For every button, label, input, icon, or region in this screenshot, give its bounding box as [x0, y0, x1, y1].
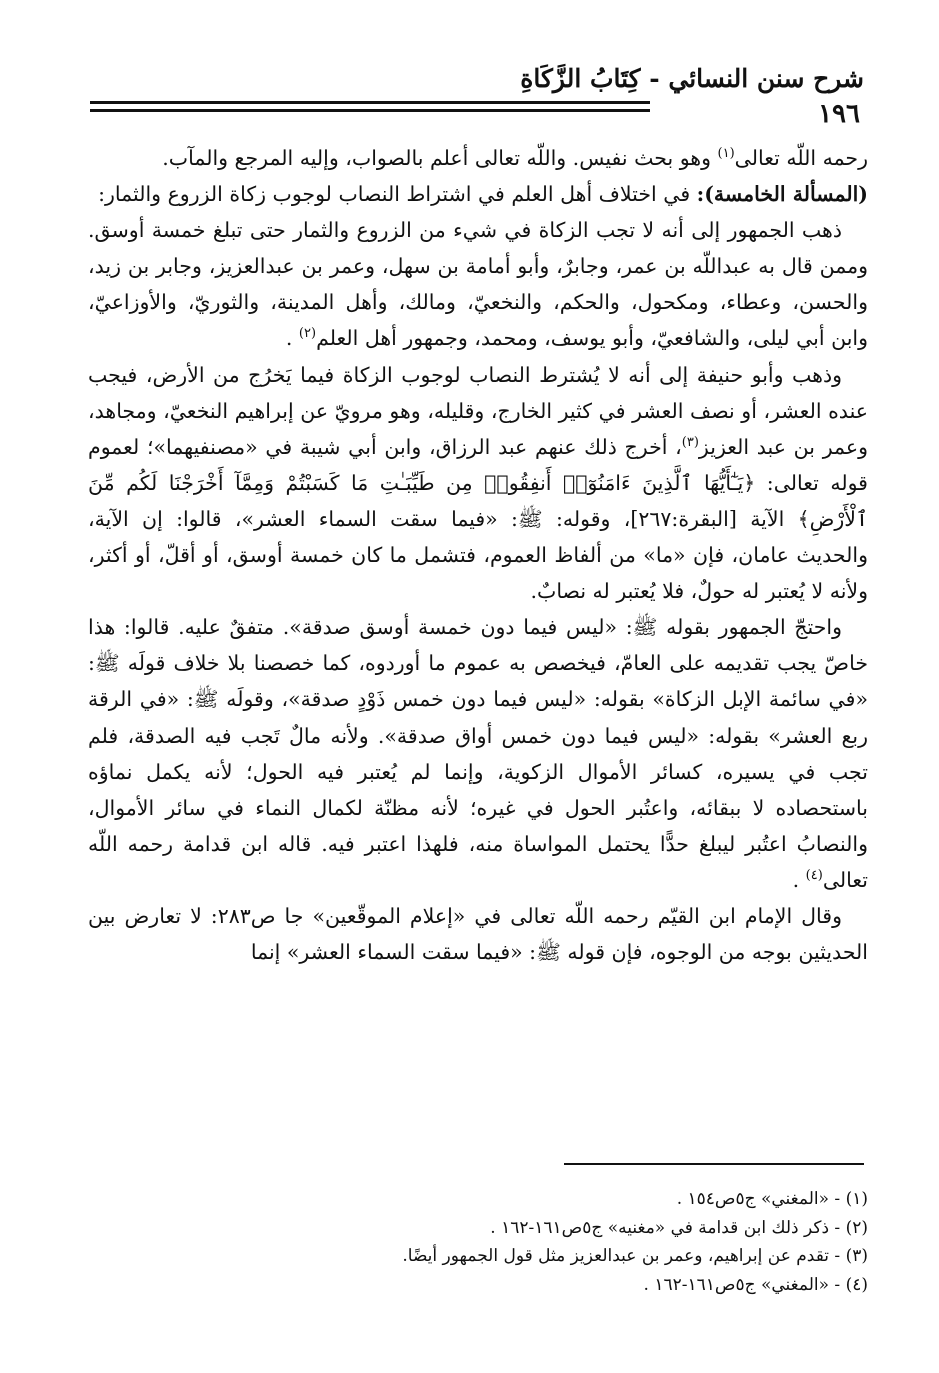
paragraph-5	[88, 609, 868, 898]
footnotes	[88, 1185, 868, 1299]
paragraph-5-end: .	[792, 867, 806, 892]
paragraph-4-text: وذهب وأبو حنيفة إلى أنه لا يُشترط النصاب لوجوب الزكاة فيما يَخرُج من الأرض، فيجب عنده العشر، أو نصف العشر في كثير الخارج، وقليله، وهو مرويّ عن إبراهيم النخعيّ، ومجاهد، وعمر بن عبد العزيز	[88, 362, 868, 459]
footnote-1: (١) - «المغني» ج٥ص١٥٤ .	[676, 1189, 868, 1209]
footnote-ref-1: (١)	[717, 146, 735, 162]
paragraph-6	[88, 898, 868, 970]
paragraph-1-rest: وهو بحث نفيس. واللّه تعالى أعلم بالصواب، وإليه المرجع والمآب.	[162, 146, 718, 170]
paragraph-5-text: واحتجّ الجمهور بقوله ﷺ: «ليس فيما دون خمسة أوسق صدقة». متفقٌ عليه. قالوا: هذا خاصّ يجب تقديمه على العامّ، فيخصص به عموم ما أوردوه، كما خصصنا بلا خلاف قولَه ﷺ: «في سائمة الإبل الزكاة» بقوله: «ليس فيما دون خمس ذَوْدٍ صدقة»، وقولَه ﷺ: «في الرقة ربع العشر» بقوله: «ليس فيما دون خمس أواق صدقة». ولأنه مالٌ تَجب فيه الصدقة، فلم تجب في يسيره، كسائر الأموال الزكوية، وإنما لم يُعتبر فيه الحول؛ لأنه يكمل نماؤه باستحصاده لا ببقائه، واعتُبر الحول في غيره؛ لأنه مظنّة لكمال النماء في سائر الأموال، والنصابُ اعتُبر ليبلغ حدًّا يحتمل المواساة منه، فلهذا اعتبر فيه. قاله ابن قدامة رحمه اللّه تعالى	[88, 615, 869, 892]
paragraph-4	[88, 357, 868, 610]
footnote-ref-2: (٢)	[298, 326, 317, 342]
footnote-3: (٣) - تقدم عن إبراهيم، وعمر بن عبدالعزيز مثل قول الجمهور أيضًا.	[402, 1246, 868, 1266]
issue-label: (المسألة الخامسة):	[696, 182, 868, 207]
footnote-4: (٤) - «المغني» ج٥ص١٦١-١٦٢ .	[643, 1274, 868, 1295]
paragraph-1-text: رحمه اللّه تعالى	[734, 146, 868, 170]
footnote-separator	[564, 1163, 864, 1165]
paragraph-1	[88, 140, 868, 176]
paragraph-3-end: .	[285, 326, 299, 351]
main-text	[88, 140, 868, 970]
page-number: ١٩٦	[804, 100, 864, 128]
paragraph-6-text: وقال الإمام ابن القيّم رحمه اللّه تعالى في «إعلام الموقّعين» جا ص٢٨٣: لا تعارض بين الحديثين بوجه من الوجوه، فإن قوله ﷺ: «فيما سقت السماء العشر» إنما	[88, 903, 868, 965]
footnote-ref-3: (٣)	[681, 434, 699, 450]
header-rule-bottom	[90, 109, 650, 112]
paragraph-3-text: ذهب الجمهور إلى أنه لا تجب الزكاة في شيء من الزروع والثمار حتى تبلغ خمسة أوسق. وممن قال به عبداللّه بن عمر، وجابرٌ، وأبو أمامة بن سهل، وعمر بن عبدالعزيز، وجابر بن زيد، والحسن، وعطاء، ومكحول، والحكم، والنخعيّ، ومالك، وأهل المدينة، والثوريّ، والأوزاعيّ، وابن أبي ليلى، والشافعيّ، وأبو يوسف، ومحمد، وجمهور أهل العلم	[88, 218, 868, 351]
issue-text: في اختلاف أهل العلم في اشتراط النصاب لوجوب زكاة الزروع والثمار:	[98, 182, 697, 207]
header-rule-top	[90, 101, 650, 104]
footnote-ref-4: (٤)	[805, 868, 823, 884]
paragraph-3	[88, 212, 868, 356]
running-title: شرح سنن النسائي - كِتَابُ الزَّكَاةِ	[520, 64, 864, 93]
page-header	[90, 60, 864, 130]
paragraph-4-rest: ، أخرج ذلك عنهم عبد الرزاق، وابن أبي شيبة في «مصنفيهما»؛ لعموم قوله تعالى: ﴿يَـٰٓأَيُّهَا ٱلَّذِينَ ءَامَنُوٓا۟ أَنفِقُوا۟ مِن طَيِّبَـٰتِ مَا كَسَبْتُمْ وَمِمَّآ أَخْرَجْنَا لَكُم مِّنَ ٱلْأَرْضِ﴾ الآية [البقرة:٢٦٧]، وقوله: ﷺ: «فيما سقت السماء العشر»، قالوا: إن الآية، والحديث عامان، فإن «ما» من ألفاظ العموم، فتشمل ما كان خمسة أوسق، أو أقلّ، أو أكثر، ولأنه لا يُعتبر له حولٌ، فلا يُعتبر له نصابٌ.	[88, 434, 868, 604]
footnote-2: (٢) - ذكر ذلك ابن قدامة في «مغنيه» ج٥ص١٦١-١٦٢ .	[490, 1217, 868, 1238]
paragraph-2	[88, 176, 868, 212]
